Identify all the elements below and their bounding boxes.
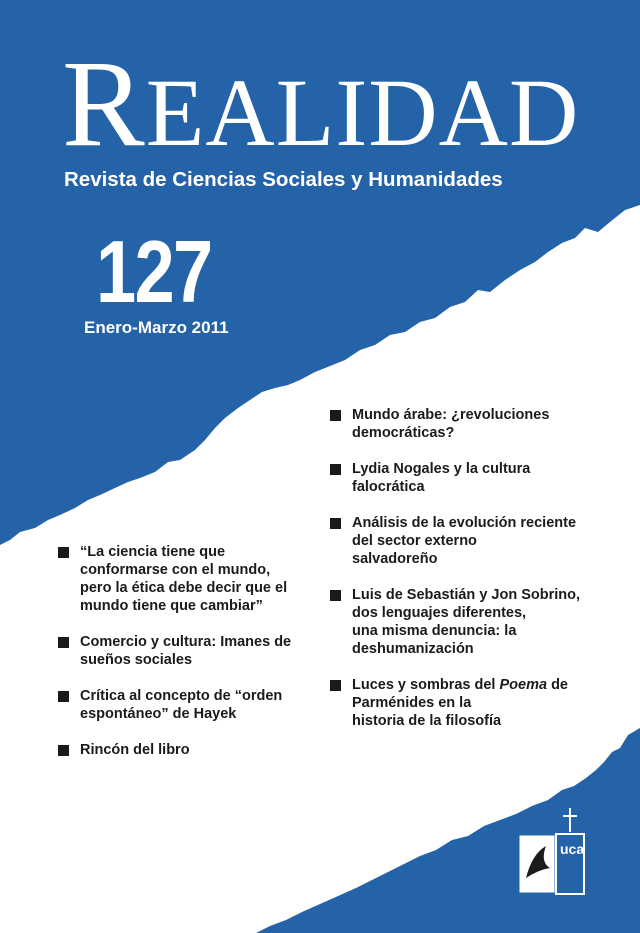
poema-italic: Poema xyxy=(499,677,548,693)
contents-item-text: Rincón del libro xyxy=(80,742,190,758)
square-bullet-icon xyxy=(58,637,69,648)
square-bullet-icon xyxy=(330,410,341,421)
issue-number: 127 xyxy=(96,222,212,321)
contents-item xyxy=(330,676,620,730)
square-bullet-icon xyxy=(330,518,341,529)
uca-logo-icon xyxy=(516,806,588,902)
contents-list-right xyxy=(330,406,620,748)
square-bullet-icon xyxy=(58,745,69,756)
magazine-title: REALIDAD xyxy=(62,35,580,172)
contents-item xyxy=(330,514,620,568)
contents-item-text: Comercio y cultura: Imanes de sueños sociales xyxy=(80,634,292,668)
contents-item xyxy=(58,741,318,759)
contents-item xyxy=(330,406,620,442)
logo-letter-u: uca xyxy=(560,841,585,857)
contents-item-text: Luis de Sebastián y Jon Sobrino, dos lenguajes diferentes, una misma denuncia: la deshumanización xyxy=(352,587,581,657)
contents-item xyxy=(58,633,318,669)
contents-item-text: Crítica al concepto de “orden espontáneo” de Hayek xyxy=(80,688,283,722)
square-bullet-icon xyxy=(58,547,69,558)
square-bullet-icon xyxy=(330,590,341,601)
square-bullet-icon xyxy=(58,691,69,702)
contents-item-text: Mundo árabe: ¿revoluciones democráticas? xyxy=(352,407,550,441)
contents-list-left xyxy=(58,543,318,777)
contents-item xyxy=(330,460,620,496)
contents-item-text: Análisis de la evolución reciente del sector externo salvadoreño xyxy=(352,515,577,567)
contents-item-text: Luces y sombras del Poema de Parménides en la historia de la filosofía xyxy=(352,677,568,729)
contents-item xyxy=(58,543,318,615)
contents-item-text: Lydia Nogales y la cultura falocrática xyxy=(352,461,531,495)
contents-item xyxy=(58,687,318,723)
issue-date: Enero-Marzo 2011 xyxy=(84,318,229,337)
magazine-subtitle: Revista de Ciencias Sociales y Humanidades xyxy=(64,168,503,191)
contents-item xyxy=(330,586,620,658)
contents-item-text: “La ciencia tiene que conformarse con el mundo, pero la ética debe decir que el mundo tiene que cambiar” xyxy=(80,544,288,614)
square-bullet-icon xyxy=(330,464,341,475)
square-bullet-icon xyxy=(330,680,341,691)
